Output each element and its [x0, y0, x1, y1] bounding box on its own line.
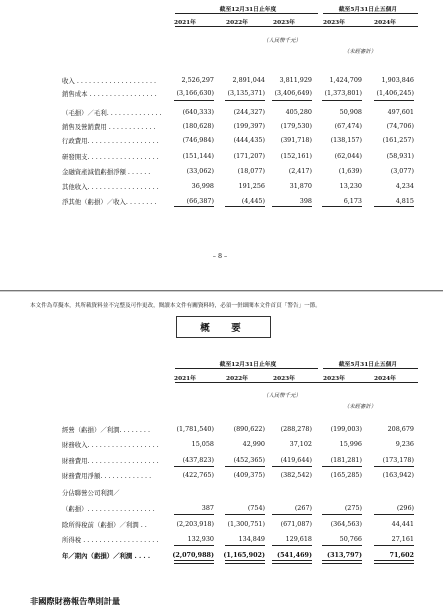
row-value-col-2: 134,849	[238, 535, 265, 543]
years-rule	[175, 382, 418, 383]
row-label: 財務費用. . . . . . . . . . . . . . . . . .	[62, 457, 159, 465]
row-value-col-1: 15,058	[191, 440, 214, 448]
row-value-col-2: (890,622)	[233, 425, 265, 433]
row-value-col-3: (267)	[294, 504, 312, 512]
row-value-col-3: (152,161)	[280, 152, 312, 160]
row-value-col-3: 398	[299, 197, 312, 205]
year-col-2: 2022年	[226, 376, 248, 382]
row-value-col-1: (640,333)	[182, 108, 214, 116]
row-value-col-5: 208,679	[387, 425, 414, 433]
subtotal-rule	[322, 545, 362, 546]
row-value-col-3: (179,530)	[280, 122, 312, 130]
row-value-col-1: (151,144)	[182, 152, 214, 160]
subtotal-rule	[272, 545, 312, 546]
row-label: （虧損）. . . . . . . . . . . . . . . . .	[62, 505, 155, 513]
row-label: 經營（虧損）／利潤. . . . . . . .	[62, 426, 150, 434]
row-value-col-5: (173,178)	[382, 456, 414, 464]
row-label: 銷售成本 . . . . . . . . . . . . . . . . .	[62, 90, 157, 98]
row-value-col-5: 9,236	[395, 440, 414, 448]
row-value-col-2: (754)	[247, 504, 265, 512]
row-value-col-2: (199,397)	[233, 122, 265, 130]
row-label: （毛損）／毛利. . . . . . . . . . . . . .	[62, 109, 162, 117]
total-double-rule	[225, 560, 265, 564]
subtotal-rule	[322, 100, 362, 101]
year-col-5: 2024年	[374, 20, 396, 26]
row-value-col-4: 50,908	[339, 108, 362, 116]
row-label: 財務費用淨額. . . . . . . . . . . . .	[62, 472, 152, 480]
subtotal-rule	[174, 100, 214, 101]
row-value-col-4: (364,563)	[330, 520, 362, 528]
subtotal-rule	[225, 514, 265, 515]
row-value-col-4: (313,797)	[327, 551, 362, 559]
row-value-col-5: 4,234	[395, 182, 414, 190]
row-value-col-3: (3,406,649)	[274, 89, 312, 97]
subtotal-rule	[225, 206, 265, 207]
row-value-col-1: (66,387)	[186, 197, 214, 205]
period-header-5m: 截至5月31日止五個月	[338, 362, 398, 368]
row-value-col-1: (437,823)	[182, 456, 214, 464]
total-double-rule	[322, 560, 362, 564]
subtotal-rule	[322, 206, 362, 207]
year-col-3: 2023年	[273, 20, 295, 26]
row-value-col-4: (181,281)	[330, 456, 362, 464]
row-value-col-5: (161,257)	[382, 136, 414, 144]
year-col-4: 2023年	[323, 20, 345, 26]
row-label: 收入 . . . . . . . . . . . . . . . . . . . .	[62, 77, 157, 85]
header-rule	[323, 13, 418, 14]
row-value-col-4: (275)	[344, 504, 362, 512]
row-value-col-1: (422,765)	[182, 471, 214, 479]
row-value-col-3: 3,811,929	[279, 76, 312, 84]
row-value-col-3: 37,102	[289, 440, 312, 448]
row-value-col-3: 405,280	[285, 108, 312, 116]
row-label: 年／期內（虧損）／利潤 . . . .	[62, 552, 151, 560]
row-value-col-2: (18,077)	[237, 167, 265, 175]
period-header-5m: 截至5月31日止五個月	[338, 7, 398, 13]
subtotal-rule	[272, 100, 312, 101]
row-value-col-1: (3,166,630)	[176, 89, 214, 97]
row-value-col-4: (67,474)	[334, 122, 362, 130]
section-heading: 概 要	[176, 316, 271, 338]
subtotal-rule	[272, 206, 312, 207]
row-label: 銷售及營銷費用 . . . . . . . . . . . .	[62, 123, 156, 131]
year-col-3: 2023年	[273, 376, 295, 382]
subtotal-rule	[225, 545, 265, 546]
unaudited-note: （未經審計）	[343, 404, 377, 410]
row-value-col-1: (33,062)	[186, 167, 214, 175]
row-value-col-4: (138,157)	[330, 136, 362, 144]
next-section-title: 非國際財務報告準則計量	[30, 596, 121, 606]
unit-note: （人民幣千元）	[263, 38, 301, 44]
subtotal-rule	[225, 100, 265, 101]
row-value-col-3: (419,644)	[280, 456, 312, 464]
row-value-col-2: (244,327)	[233, 108, 265, 116]
row-value-col-5: (74,706)	[386, 122, 414, 130]
row-value-col-1: (1,781,540)	[176, 425, 214, 433]
subtotal-rule	[272, 466, 312, 467]
row-value-col-2: 42,990	[242, 440, 265, 448]
row-value-col-5: 44,441	[391, 520, 414, 528]
row-value-col-4: 15,996	[339, 440, 362, 448]
row-value-col-2: (1,165,902)	[223, 551, 265, 559]
row-label: 研發開支. . . . . . . . . . . . . . . . . .	[62, 153, 159, 161]
row-value-col-1: 132,930	[187, 535, 214, 543]
row-label: 行政費用. . . . . . . . . . . . . . . . . .	[62, 137, 159, 145]
subtotal-rule	[174, 466, 214, 467]
row-value-col-3: (288,278)	[280, 425, 312, 433]
subtotal-rule	[225, 466, 265, 467]
total-double-rule	[374, 560, 414, 564]
subtotal-rule	[374, 100, 414, 101]
subtotal-rule	[272, 514, 312, 515]
row-value-col-5: (1,406,245)	[376, 89, 414, 97]
header-rule	[175, 368, 318, 369]
row-value-col-2: (4,445)	[241, 197, 265, 205]
row-value-col-4: 6,173	[343, 197, 362, 205]
page-separator-shadow	[0, 291, 443, 292]
row-label: 其他收入. . . . . . . . . . . . . . . . . .	[62, 183, 159, 191]
row-value-col-5: 27,161	[391, 535, 414, 543]
row-value-col-3: 129,618	[285, 535, 312, 543]
row-value-col-1: (2,070,988)	[172, 551, 214, 559]
row-label: 淨其他（虧損）／收入. . . . . . . .	[62, 198, 157, 206]
unit-note: （人民幣千元）	[263, 393, 301, 399]
row-value-col-4: (199,003)	[330, 425, 362, 433]
years-rule	[175, 26, 418, 27]
row-value-col-5: (58,931)	[386, 152, 414, 160]
total-double-rule	[272, 560, 312, 564]
row-value-col-3: (391,718)	[280, 136, 312, 144]
row-value-col-2: (3,135,371)	[227, 89, 265, 97]
row-value-col-5: 497,601	[387, 108, 414, 116]
row-value-col-2: 191,256	[238, 182, 265, 190]
row-value-col-5: 4,815	[395, 197, 414, 205]
row-value-col-1: 387	[201, 504, 214, 512]
row-value-col-4: 1,424,709	[329, 76, 362, 84]
row-value-col-4: (1,373,801)	[324, 89, 362, 97]
subtotal-rule	[374, 206, 414, 207]
row-label: 除所得稅前（虧損）／利潤 . .	[62, 521, 147, 529]
year-col-4: 2023年	[323, 376, 345, 382]
row-label: 財務收入. . . . . . . . . . . . . . . . . .	[62, 441, 159, 449]
row-label: 所得稅 . . . . . . . . . . . . . . . . . . .	[62, 536, 159, 544]
year-col-5: 2024年	[374, 376, 396, 382]
row-label: 分佔聯營公司利潤／	[62, 489, 120, 497]
row-value-col-1: (746,984)	[182, 136, 214, 144]
total-double-rule	[174, 560, 214, 564]
row-value-col-3: 31,870	[289, 182, 312, 190]
row-label: 金融資產減值虧損淨額 . . . . . .	[62, 168, 151, 176]
row-value-col-2: (171,207)	[233, 152, 265, 160]
row-value-col-1: (2,203,918)	[176, 520, 214, 528]
row-value-col-4: 50,766	[339, 535, 362, 543]
subtotal-rule	[174, 206, 214, 207]
subtotal-rule	[374, 514, 414, 515]
period-header-year: 截至12月31日止年度	[219, 7, 277, 13]
row-value-col-5: (296)	[396, 504, 414, 512]
row-value-col-4: (1,639)	[338, 167, 362, 175]
row-value-col-5: 71,602	[389, 551, 414, 559]
row-value-col-1: (180,628)	[182, 122, 214, 130]
subtotal-rule	[174, 545, 214, 546]
year-col-1: 2021年	[174, 376, 196, 382]
draft-disclaimer: 本文件為草擬本，其所載資料並不完整及可作更改，閱讀本文件有關資料時，必須一併細閱本文件首頁「警告」一節。	[30, 303, 321, 309]
row-value-col-2: (444,435)	[233, 136, 265, 144]
row-value-col-5: (163,942)	[382, 471, 414, 479]
unaudited-note: （未經審計）	[343, 49, 377, 55]
row-value-col-4: 13,230	[339, 182, 362, 190]
row-value-col-5: 1,903,846	[381, 76, 414, 84]
period-header-year: 截至12月31日止年度	[219, 362, 277, 368]
row-value-col-3: (2,417)	[288, 167, 312, 175]
row-value-col-1: 36,998	[191, 182, 214, 190]
subtotal-rule	[374, 466, 414, 467]
row-value-col-5: (3,077)	[390, 167, 414, 175]
subtotal-rule	[174, 514, 214, 515]
subtotal-rule	[322, 514, 362, 515]
row-value-col-2: (1,300,751)	[227, 520, 265, 528]
row-value-col-3: (541,469)	[277, 551, 312, 559]
header-rule	[175, 13, 318, 14]
row-value-col-2: 2,891,044	[232, 76, 265, 84]
row-value-col-2: (452,365)	[233, 456, 265, 464]
page-number: – 8 –	[212, 252, 228, 260]
subtotal-rule	[322, 466, 362, 467]
header-rule	[323, 368, 418, 369]
year-col-1: 2021年	[174, 20, 196, 26]
row-value-col-2: (409,375)	[233, 471, 265, 479]
row-value-col-3: (382,542)	[280, 471, 312, 479]
row-value-col-3: (671,087)	[280, 520, 312, 528]
row-value-col-1: 2,526,297	[181, 76, 214, 84]
row-value-col-4: (62,044)	[334, 152, 362, 160]
row-value-col-4: (165,285)	[330, 471, 362, 479]
year-col-2: 2022年	[226, 20, 248, 26]
subtotal-rule	[374, 545, 414, 546]
